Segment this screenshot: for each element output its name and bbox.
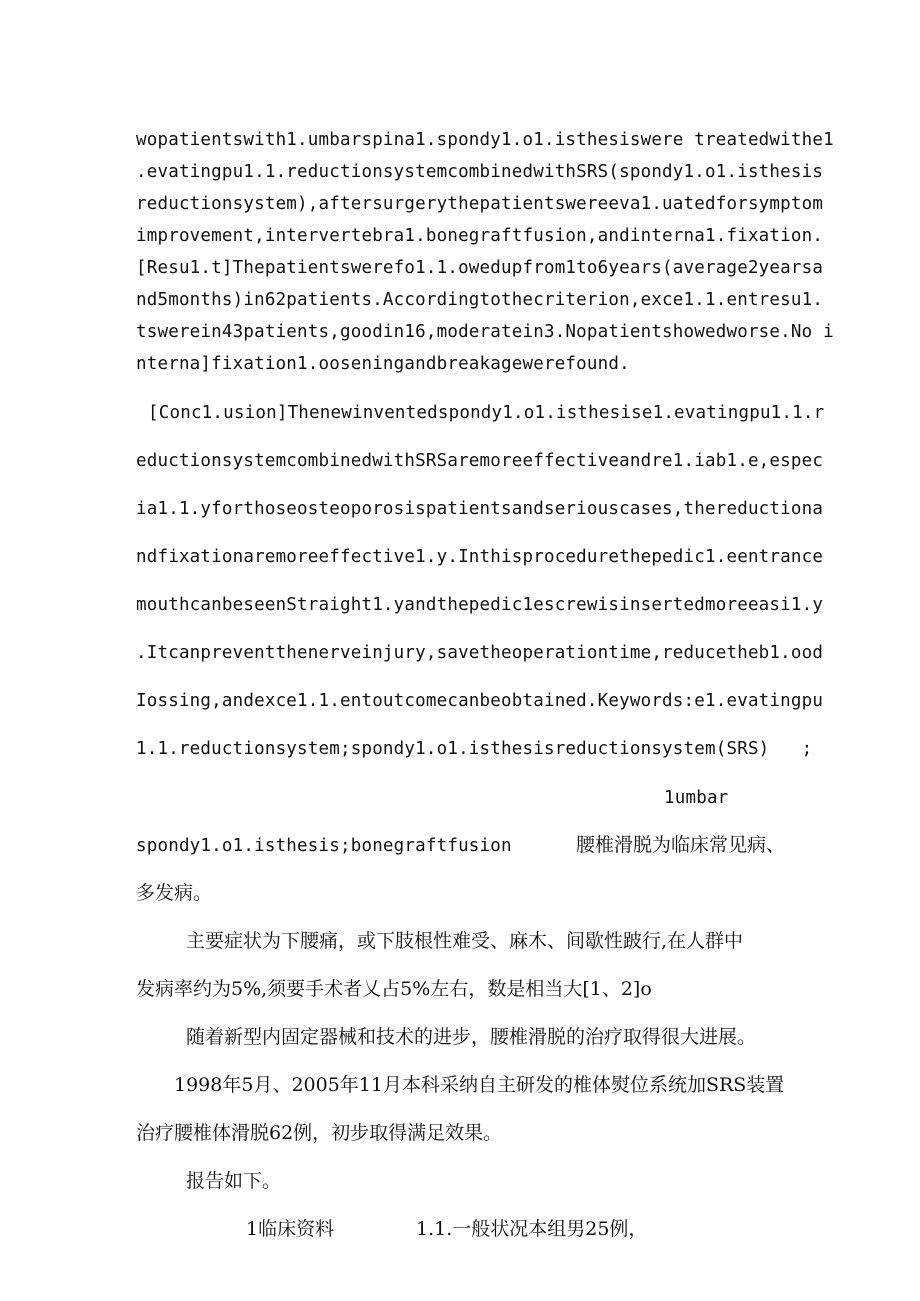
abstract-line: nterna]fixation1.ooseningandbreakagewerefound. (136, 354, 630, 374)
keyword-lumbar: 1umbar (664, 788, 729, 808)
abstract-line: tswerein43patients,goodin16,moderatein3.Nopatientshowedworse.No i (136, 322, 834, 342)
symptoms-paragraph-line: 主要症状为下腰痛，或下肢根性难受、麻木、间歇性跛行,在人群中 (186, 930, 744, 952)
abstract-line: reductionsystem),aftersurgerythepatientswereeva1.uatedforsymptom (136, 194, 824, 214)
abstract-line: [Resu1.t]Thepatientswerefo1.1.owedupfrom1to6years(average2yearsa (136, 258, 824, 278)
keyword-line: spondy1.o1.isthesis;bonegraftfusion (136, 836, 512, 856)
conclusion-line: mouthcanbeseenStraight1.yandthepedic1escrewisinsertedmoreeasi1.y (136, 595, 824, 615)
conclusion-line: 1.1.reductionsystem;spondy1.o1.isthesisreductionsystem(SRS) ; (136, 739, 813, 759)
conclusion-line: ia1.1.yforthoseosteoporosispatientsandseriouscases,thereductiona (136, 499, 824, 519)
abstract-line: improvement,intervertebra1.bonegraftfusion,andinterna1.fixation. (136, 226, 824, 246)
subsection-heading: 1.1.一般状况本组男25例， (416, 1218, 648, 1240)
abstract-line: nd5months)in62patients.Accordingtothecriterion,exce1.1.entresu1. (136, 290, 824, 310)
conclusion-line: Iossing,andexce1.1.entoutcomecanbeobtained.Keywords:e1.evatingpu (136, 691, 824, 711)
intro-text-end: 多发病。 (136, 882, 213, 904)
abstract-line: .evatingpu1.1.reductionsystemcombinedwithSRS(spondy1.o1.isthesis (136, 162, 824, 182)
report-line: 报告如下。 (186, 1170, 282, 1192)
study-paragraph-line: 1998年5月、2005年11月本科采纳自主研发的椎体熨位系统加SRS装置 (174, 1074, 785, 1096)
section-heading: 1临床资料 (246, 1218, 335, 1240)
conclusion-line: eductionsystemcombinedwithSRSaremoreeffectiveandre1.iab1.e,espec (136, 451, 824, 471)
abstract-line: wopatientswith1.umbarspina1.spondy1.o1.isthesiswere treatedwithe1 (136, 130, 834, 150)
intro-text: 腰椎滑脱为临床常见病、 (576, 834, 786, 856)
study-paragraph-line: 治疗腰椎体滑脱62例，初步取得满足效果。 (136, 1122, 503, 1144)
progress-paragraph: 随着新型内固定器械和技术的进步，腰椎滑脱的治疗取得很大进展。 (186, 1026, 757, 1048)
conclusion-line: [Conc1.usion]Thenewinventedspondy1.o1.isthesise1.evatingpu1.1.r (148, 403, 825, 423)
conclusion-line: ndfixationaremoreeffective1.y.Inthisprocedurethepedic1.eentrance (136, 547, 824, 567)
conclusion-line: .Itcanpreventthenerveinjury,savetheoperationtime,reducetheb1.ood (136, 643, 824, 663)
symptoms-paragraph-line: 发病率约为5%,须要手术者乂占5%左右，数是相当大[1、2]o (136, 978, 652, 1000)
